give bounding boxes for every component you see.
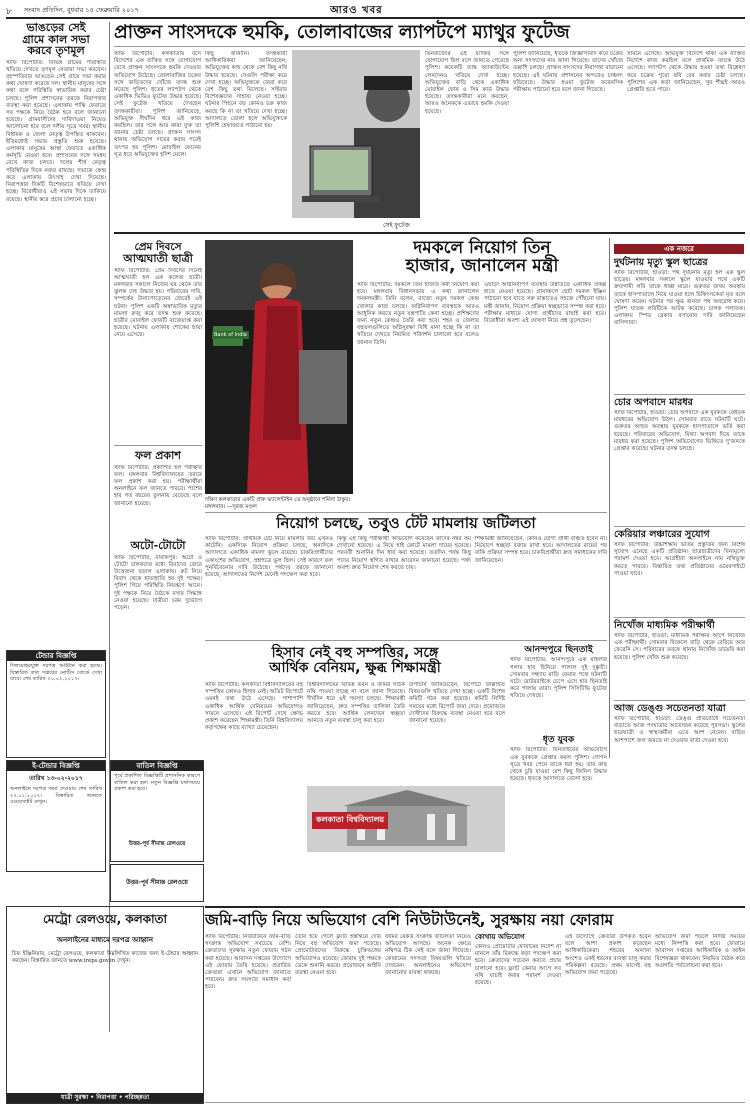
event-photo	[205, 240, 353, 494]
result-headline: ফল প্রকাশ	[135, 449, 181, 462]
newtown-body-col5: এই উদ্যোগে ক্রেতারা উপকৃত হবেন বলে আশা প্রকাশ করেছেন আধিকারিকেরা। শহরের অন্যান্য অংশেও একই ধরনের ব্যবস্থা চালু করার পরিকল্পনা রয়েছে। প্রথম মাসেই বহু অভিযোগ জমা পড়েছে।	[565, 934, 651, 977]
dengue-headline: আজ ডেঙ্গু সচেতনতা যাত্রা	[614, 703, 726, 714]
etender-ad-body: অনলাইনে দরপত্র জমা দেওয়ার শেষ তারিখ ২৭.০২.২০১৭। বিস্তারিত জানতে ওয়েবসাইট দেখুন।	[10, 786, 102, 805]
anandapur-body: স্টাফ রিপোর্টার: আনন্দপুরে এক মহিলার গলার হার ছিনিয়ে পালাল দুই দুষ্কৃতী। সোমবার সন্ধ্যায় বাড়ি ফেরার পথে ঘটনাটি ঘটে। মোটরবাইকে চেপে এসে হার ছিনতাই করে পালায় তারা। পুলিশ সিসিটিভি ফুটেজ খতিয়ে দেখছে।	[510, 657, 607, 700]
career-body: স্টাফ রিপোর্টার: উচ্চশিক্ষায় ভর্তির প্রস্তুতির জন্য বিশেষ সুযোগ এনেছে একটি প্রতিষ্ঠান। ছাত্রছাত্রীদের বিনামূল্যে পরামর্শ দেওয়া হবে। আগ্রহীরা অনলাইনে নাম নথিভুক্ত করতে পারবে। বিস্তারিত তথ্য প্রতিষ্ঠানের ওয়েবসাইটে পাওয়া যাবে।	[614, 541, 745, 577]
dengue-body: স্টাফ রিপোর্টার, হাওড়া: ডেঙ্গু প্রতিরোধে সচেতনতা বাড়াতে আজ পদযাত্রার আয়োজন করেছে পুরসভা। স্কুলের ছাত্রছাত্রী ও স্বাস্থ্যকর্মীরা এতে অংশ নেবেন। বাড়ির আশপাশে জল জমতে না দেওয়ার বার্তা দেওয়া হবে।	[614, 715, 745, 744]
page-bottom-rule	[205, 1102, 745, 1103]
arrest-body: স্টাফ রিপোর্টার: ছিনতাইয়ের অভিযোগে এক যুবককে গ্রেপ্তার করল পুলিশ। গোপন সূত্রে খবর পেয়ে তাকে ধরা হয়। তার কাছ থেকে চুরি যাওয়া বেশ কিছু জিনিস উদ্ধার হয়েছে। ধৃতকে আদালতে তোলা হবে।	[510, 747, 607, 783]
paper-date: সংবাদ প্রতিদিন, বুধবার ১৫ ফেব্রুয়ারি ২০১৭	[24, 6, 139, 14]
missing-headline: নিখোঁজ মাধ্যমিক পরীক্ষার্থী	[614, 620, 715, 631]
fire-jobs-headline-2: হাজার, জানালেন মন্ত্রী	[405, 255, 559, 276]
lead-photo-image	[292, 50, 420, 218]
accident-headline: দুর্ঘটনায় মৃত্যু স্কুল ছাত্রের	[614, 257, 708, 268]
arrest-story	[510, 736, 607, 857]
fire-jobs-body-col1: স্টাফ রিপোর্টার: দমকলে তিন হাজার কর্মী নিয়োগ করা হবে। মঙ্গলবার বিধানসভায় এ কথা জানালেন দমকলমন্ত্রী। তিনি বলেন, রাজ্যে নতুন দমকল কেন্দ্র খোলার কাজ চলছে। অগ্নিনির্বাপণ ব্যবস্থাকে আরও আধুনিক করতে নতুন যন্ত্রপাতি কেনা হচ্ছে। প্রশিক্ষণের জন্য নতুন কেন্দ্রও তৈরি করা হবে। শহর ও জেলার বহুতলগুলিতে অগ্নিসুরক্ষা বিধি মানা হচ্ছে কি না তা খতিয়ে দেখতে নিয়মিত পরিদর্শন চালানো হবে বলেও জানান তিনি।	[357, 282, 479, 346]
tet-top-rule	[205, 512, 607, 513]
newtown-subhead-text: কোথায় অভিযোগ	[475, 933, 525, 941]
lead-photo-caption: সেই ফুটেজ	[383, 222, 410, 229]
fire-jobs-headline-1: দমকলে নিয়োগ তিন	[413, 238, 551, 258]
fire-jobs-story	[357, 240, 607, 276]
missing-rule	[614, 700, 745, 701]
missing-body: স্টাফ রিপোর্টার, হাওড়া: মাধ্যমিক পরীক্ষার আগে নিখোঁজ এক পরীক্ষার্থী। সোমবার বিকেলে বাড়ি থেকে বেরিয়ে আর ফেরেনি সে। পরিবারের তরফে থানায় নিখোঁজ ডায়েরি করা হয়েছে। পুলিশ খোঁজ শুরু করেছে।	[614, 632, 745, 661]
newtown-body-col6: অভিযোগ জমা পড়লে নির্দিষ্ট সময়ের মধ্যে নিষ্পত্তি করা হবে। ফোরামে আবাসন দপ্তরের আধিকারিক ও আইন বিশেষজ্ঞরা থাকবেন। নিয়মিত বৈঠক করে অগ্রগতি পর্যালোচনা করা হবে।	[655, 934, 745, 969]
fire-jobs-body-col2: এছাড়া অগ্নিনির্বাপণ ব্যবস্থার উন্নতিতে একাধিক প্রকল্প হাতে নেওয়া হয়েছে। গ্রামাঞ্চলে ছোট দমকল ইঞ্জিন পাঠানো হবে যাতে সরু রাস্তাতেও সহজে পৌঁছনো যায়। মন্ত্রী জানান, নিয়োগ প্রক্রিয়া স্বচ্ছভাবে সম্পন্ন করা হবে। পরীক্ষার মাধ্যমে যোগ্য প্রার্থীদের বাছাই করা হবে। বিরোধীরা অবশ্য এই ঘোষণা নিয়ে প্রশ্ন তুলেছেন।	[484, 282, 606, 325]
valentine-body: স্টাফ রিপোর্টার: প্রেম দিবসের দিনেই আত্মঘাতী হল এক কলেজ ছাত্রী। মঙ্গলবার সকালে নিজের ঘর থেকে তার ঝুলন্ত দেহ উদ্ধার হয়। পরিবারের দাবি, সম্পর্কের টানাপোড়েনের জেরেই এই ঘটনা। পুলিশ একটি অস্বাভাবিক মৃত্যুর মামলা রুজু করে তদন্ত শুরু করেছে। ছাত্রীর মোবাইল ফোনটি বাজেয়াপ্ত করা হয়েছে। ঘটনায় এলাকায় শোকের ছায়া নেমে এসেছে।	[114, 267, 202, 339]
dengue-story	[614, 704, 745, 858]
side-top-body: স্টাফ রিপোর্টার: বিভিন্ন গ্রামের পরিস্থিতি খতিয়ে দেখতে তৃণমূল নেতারা সভা করবেন। বৃহস্পতিবার ভাঙড়ের সেই গ্রামে সভা করার কথা ঘোষণা করেছে দল। স্থানীয় মানুষের সঙ্গে কথা বলে পরিস্থিতি স্বাভাবিক করার চেষ্টা চলছে। পুলিশ প্রশাসনের তরফে নিরাপত্তার ব্যবস্থা করা হয়েছে। এলাকায় শান্তি ফেরাতে সব পক্ষকে নিয়ে বৈঠক হবে বলে জানানো হয়েছে। গ্রামবাসীদের দাবিদাওয়া নিয়েও আলোচনা হবে বলে দলীয় সূত্রে খবর। স্থানীয় বিধায়ক ও জেলা নেতৃত্ব উপস্থিত থাকবেন। ইতিমধ্যেই সভার প্রস্তুতি শুরু হয়েছে। এলাকার মানুষের আস্থা ফেরাতে একাধিক কর্মসূচি নেওয়া হবে। প্রশাসনের সঙ্গে সমন্বয় রেখে কাজ চলবে। দলের শীর্ষ নেতৃত্ব পরিস্থিতির দিকে নজর রাখছে। সভাকে কেন্দ্র করে এলাকায় উৎসাহ দেখা দিয়েছে। নিরাপত্তার দিকটি বিশেষভাবে খতিয়ে দেখা হচ্ছে। বিরোধীরাও এই সভার দিকে তাকিয়ে রয়েছে। স্থানীয় স্তরে প্রচার চালানো হচ্ছে।	[6, 59, 106, 203]
lead-body-col5: সামনে এসেছে। অভিযুক্ত বিদেশে থাকা এক ব্যক্তির নির্দেশে কাজ করছিল বলে প্রাথমিক তদন্তে উঠে এসেছে। ল্যাপটপ থেকে উদ্ধার হওয়া তথ্য বিশ্লেষণ করে চক্রের পুরো ছবি বের করার চেষ্টা চলছে। পুলিশের এক কর্তা জানিয়েছেন, খুব শীঘ্রই আরও গ্রেপ্তারি হতে পারে।	[627, 51, 745, 94]
newtown-top-rule	[205, 906, 745, 908]
bottom-label-box	[110, 864, 204, 902]
assets-headline-block	[205, 646, 505, 675]
etender-ad	[6, 760, 106, 872]
tender-ad-heading: টেন্ডার বিজ্ঞপ্তি	[7, 651, 105, 661]
notice-ad	[110, 760, 204, 862]
metro-rail-ad	[6, 906, 204, 1104]
auto-headline: অটো-টোটো	[130, 539, 186, 552]
tet-body-col2: কিন্তু এই কিছু পরীক্ষার্থী অভিযোগ করেছেন তাঁদের নম্বর কম দেখানো হয়েছে। এ নিয়ে হাই কোর্টে মামলা দায়ের হয়েছে। পরবর্তী শুনানির দিন ধার্য করা হয়েছে। ততদিন পর্যন্ত কিছু পদের নিয়োগ স্থগিত রাখার আবেদন জানানো হয়েছে। পর্ষদ অবশ্য দ্রুত নিয়োগ শেষ করতে চায়।	[337, 536, 471, 571]
lead-headline: প্রাক্তন সাংসদকে হুমকি, তোলাবাজের ল্যাপটপে ম্যাথুর ফুটেজ	[114, 22, 570, 43]
masthead-rule	[6, 17, 745, 19]
section-label: আরও খবর	[330, 5, 383, 16]
side-top-story	[6, 22, 106, 665]
auto-story	[114, 540, 202, 645]
anandapur-headline: আনন্দপুরে ছিনতাই	[524, 645, 593, 655]
newtown-body-col1: স্টাফ রিপোর্টার: নিউটাউনে জমি-বাড়ি সংক্রান্ত অভিযোগ সবচেয়ে বেশি। ক্রেতাদের সুরক্ষায় নতুন ফোরাম গঠন করা হয়েছে। আবাসন দপ্তরের উদ্যোগে এই ফোরাম তৈরি হয়েছে। প্রতারিত ক্রেতারা এখানে অভিযোগ জানাতে পারবেন। দ্রুত সমস্যার সমাধান করা হবে।	[205, 934, 291, 991]
assets-body-col2: বিশ্ববিদ্যালয়ের বিভিন্ন ভবন ও জমির সঠিক নথি পাওয়া যাচ্ছে না বলে জানা গিয়েছে। দীর্ঘদিন ধরে এই সমস্যা চলছে। শিক্ষামন্ত্রী জানিয়েছেন, দ্রুত সম্পত্তির তালিকা তৈরি করতে হবে। আর্থিক লেনদেনে স্বচ্ছতা আনতে নতুন ব্যবস্থা চালু করা হবে।	[307, 682, 405, 725]
side-top-headline-3: করবে তৃণমূল	[27, 44, 85, 58]
assets-headline-1: হিসাব নেই বহু সম্পত্তির, সঙ্গে	[271, 645, 439, 661]
side-top-headline-2: গ্রামে কাল সভা	[22, 32, 90, 46]
page-number: ৮	[6, 7, 12, 17]
auto-body: স্টাফ রিপোর্টার, বারাকপুর: অটো ও টোটো চালকদের মধ্যে বিবাদের জেরে উত্তেজনা ছড়াল এলাকায়। রুট নিয়ে বিবাদ থেকে হাতাহাতি হয় দুই পক্ষের। পুলিশ গিয়ে পরিস্থিতি নিয়ন্ত্রণে আনে। দুই পক্ষকে নিয়ে বৈঠকে বসার সিদ্ধান্ত নেওয়া হয়েছে। যাত্রীরা চরম দুর্ভোগে পড়েন।	[114, 554, 202, 611]
missing-story	[614, 621, 745, 695]
assets-top-rule	[205, 640, 607, 641]
anandapur-story	[510, 646, 607, 725]
bank-sign: Bank of India	[214, 332, 247, 338]
etender-ad-date: তারিখ ১৩-০২-২০১৭	[29, 775, 83, 782]
university-inset-label: কলকাতা বিশ্ববিদ্যালয়	[312, 812, 388, 829]
metro-rail-ad-subheading: অনলাইনের মাধ্যমে দরপত্র আহ্বান	[56, 936, 154, 944]
thief-body: স্টাফ রিপোর্টার, হাওড়া: চোর অপবাদে এক যুবককে বেধড়ক মারধরের অভিযোগ উঠল। সোমবার রাতে ঘটনাটি ঘটে। গুরুতর আহত অবস্থায় যুবককে হাসপাতালে ভর্তি করা হয়েছে। পরিবারের অভিযোগ, মিথ্যা অপবাদ দিয়ে তাকে মারধর করা হয়েছে। পুলিশ অভিযোগের ভিত্তিতে দু'জনকে গ্রেপ্তার করেছে। ঘটনার তদন্ত চলছে।	[614, 409, 745, 452]
result-story	[114, 450, 202, 540]
event-photo-caption-text: দক্ষিণ কলকাতার একটি প্রাক ভ্যালেন্টাইন ডে অনুষ্ঠানে শর্মিলা ঠাকুর। মঙ্গলবার।	[205, 497, 351, 510]
bottom-label: উত্তর-পূর্ব সীমান্ত রেলওয়ে	[126, 879, 188, 886]
thief-rule	[614, 526, 745, 527]
newtown-body-col3: জমির রেকর্ড সংক্রান্ত জটিলতা নিয়েও অভিযোগ আসছে। অনেক ক্ষেত্রে নথিপত্র ঠিক নেই বলে জানা গিয়েছে। ফোরামের সদস্যরা বিষয়গুলি খতিয়ে দেখবেন। অনলাইনেও অভিযোগ জানানোর ব্যবস্থা থাকছে।	[385, 934, 471, 977]
assets-headline-2: আর্থিক বেনিয়ম, ক্ষুব্ধ শিক্ষামন্ত্রী	[269, 659, 441, 676]
metro-rail-ad-heading: মেট্রো রেলওয়ে, কলকাতা	[42, 912, 168, 926]
lead-headline-rule	[114, 46, 745, 47]
etender-ad-heading: ই-টেন্ডার বিজ্ঞপ্তি	[7, 761, 105, 771]
lead-body-col3: ভিনরাজ্যের এই ব্যক্তির সঙ্গে যোগাযোগ ছিল বলে জানতে পেরেছে পুলিশ। কয়েকটি ব্যাঙ্ক অ্যাকাউন্টের লেনদেনও খতিয়ে দেখা হচ্ছে। অভিযুক্তের বাড়ি থেকে একাধিক মোবাইল ফোন ও সিম কার্ড উদ্ধার হয়েছে। তদন্তকারীরা মনে করছেন, আরও অনেককে এভাবে হুমকি দেওয়া হয়েছে।	[425, 51, 509, 115]
tender-ad	[6, 650, 106, 758]
lead-body-col2: কিছু জানানি। তদন্তকারী আধিকারিকরা জানিয়েছেন, অভিযুক্তের কাছ থেকে বেশ কিছু নথি উদ্ধার হয়েছে। সেগুলি পরীক্ষা করে দেখা হচ্ছে। অভিযুক্তকে জেরা করে বেশ কিছু তথ্য মিলেছে। সাইবার বিশেষজ্ঞদের সাহায্য নেওয়া হচ্ছে। ঘটনার পিছনে বড় কোনও চক্র কাজ করছে কি না তা খতিয়ে দেখা হচ্ছে। আদালতে তোলা হলে অভিযুক্তকে পুলিশি হেফাজতে পাঠানো হয়।	[205, 51, 287, 130]
tender-ad-body: সিলমোহরযুক্ত দরপত্র আহ্বান করা হচ্ছে। বিস্তারিত তথ্য দপ্তরের নোটিস বোর্ডে দেখা যাবে। শেষ তারিখ ২০.০২.২০১৭।	[10, 663, 102, 682]
accident-body: স্টাফ রিপোর্টার, হাওড়া: পথ দুর্ঘটনায় মৃত্যু হল এক স্কুল ছাত্রের। মঙ্গলবার সকালে স্কুলে যাওয়ার পথে একটি দ্রুতগামী লরি তাকে ধাক্কা মারে। গুরুতর জখম অবস্থায় তাকে হাসপাতালে নিয়ে যাওয়া হলে চিকিৎসকেরা মৃত বলে ঘোষণা করেন। ঘটনার পর ক্ষুব্ধ জনতা পথ অবরোধ করে। পুলিশ ঘাতক লরিটিকে আটক করেছে। চালক পলাতক। এলাকায় স্পিড ব্রেকার বসানোর দাবি জানিয়েছেন বাসিন্দারা।	[614, 269, 745, 327]
metro-rail-ad-footer: যাত্রী সুরক্ষা • নিরাপত্তা • পরিচ্ছন্নতা	[7, 1093, 203, 1103]
event-photo-credit: —সুরজ মণ্ডল	[226, 504, 257, 510]
valentine-rule	[114, 445, 202, 446]
assets-body-col3: উপাচার্য জানিয়েছেন, রিপোর্টে উল্লিখিত বিষয়গুলি খতিয়ে দেখা হচ্ছে। একটি বিশেষ কমিটি গঠন করা হয়েছে। কমিটি নির্দিষ্ট সময়ের মধ্যে রিপোর্ট জমা দেবে। প্রয়োজনে দোষীদের বিরুদ্ধে ব্যবস্থা নেওয়া হবে বলে জানানো হয়েছে।	[409, 682, 505, 725]
metro-rail-ad-body: চিফ ইঞ্জিনিয়ার, মেট্রো রেলওয়ে, কলকাতা নিম্নলিখিত কাজের জন্য ই-টেন্ডার আহ্বান করছেন। বিস্তারিত জানতে www.ireps.gov.in দেখুন।	[12, 951, 198, 964]
event-photo-image	[205, 240, 353, 494]
tet-headline: নিয়োগ চলছে, তবুও টেট মামলায় জটিলতা	[276, 514, 536, 532]
career-story	[614, 530, 745, 612]
event-photo-caption	[205, 497, 353, 511]
notice-ad-footer: উত্তর-পূর্ব সীমান্ত রেলওয়ে	[128, 841, 186, 847]
thief-headline: চোর অপবাদে মারধর	[614, 397, 693, 408]
notice-ad-body: পূর্বে প্রকাশিত বিজ্ঞপ্তিটি প্রশাসনিক কারণে বাতিল করা হল। নতুন বিজ্ঞপ্তি যথাসময়ে প্রকাশ করা হবে।	[114, 773, 200, 792]
valentine-story	[114, 242, 202, 438]
tet-body-col1: স্টাফ রিপোর্টার: প্রাথমিক টেট নিয়ে মামলার জট এখনও কাটেনি। একদিকে নিয়োগ প্রক্রিয়া চলছে, অন্যদিকে আদালতে একাধিক মামলা ঝুলে রয়েছে। চাকরিপ্রার্থীদের একাংশের অভিযোগ, প্রশ্নপত্রে ভুল ছিল। সেই কারণে ফল পুনর্বিবেচনার দাবি উঠেছে। পর্ষদের তরফে জানানো হয়েছে, আদালতের নির্দেশ মেনেই পদক্ষেপ করা হবে।	[205, 536, 333, 579]
career-headline: কেরিয়ার লঞ্চারের সুযোগ	[614, 529, 710, 540]
thief-story	[614, 398, 745, 520]
lead-body-col4: পুলিশ জানিয়েছে, ধৃতকে জিজ্ঞাসাবাদ করে চক্রের অন্য সদস্যদের নাম জানা গিয়েছে। তাদের খোঁজে তল্লাশি চলছে। প্রাক্তন সাংসদের নিরাপত্তা বাড়ানো হয়েছে। এই ঘটনায় প্রশাসনের অন্দরেও চাঞ্চল্য ছড়িয়েছে। উদ্ধার হওয়া ফুটেজ ফরেনসিক পরীক্ষায় পাঠানো হবে বলে জানা গিয়েছে।	[513, 51, 623, 94]
notice-ad-heading: বাতিল বিজ্ঞপ্তি	[111, 761, 203, 771]
result-body: স্টাফ রিপোর্টার: প্রকাশিত হল পরীক্ষার ফল। মঙ্গলবার বিশ্ববিদ্যালয়ের তরফে ফল প্রকাশ করা হয়। পরীক্ষার্থীরা অনলাইনে ফল জানতে পারবে। পাশের হার গত বছরের তুলনায় বেড়েছে বলে জানানো হয়েছে।	[114, 464, 202, 507]
valentine-headline-1: প্রেম দিবসে	[134, 241, 182, 253]
lead-photo	[292, 50, 420, 218]
side-top-headline-1: ভাঙড়ের সেই	[26, 21, 86, 34]
assets-body-col1: স্টাফ রিপোর্টার: কলকাতা বিশ্ববিদ্যালয়ের বহু সম্পত্তির কোনও হিসাব নেই। অডিট রিপোর্টে এমনই তথ্য উঠে এসেছে। পাশাপাশি একাধিক আর্থিক বেনিয়মের অভিযোগও সামনে এসেছে। এই রিপোর্ট দেখে ক্ষোভ প্রকাশ করেছেন শিক্ষামন্ত্রী। তিনি বিশ্ববিদ্যালয় কর্তৃপক্ষের কাছে ব্যাখ্যা চেয়েছেন।	[205, 682, 303, 732]
newtown-body-col4: কোনও প্রোমোটার ফোরামের নির্দেশ না মানলে তাঁর বিরুদ্ধে কড়া পদক্ষেপ করা হবে। ক্রেতাদের সচেতন করতে প্রচার চালানো হবে। ফ্ল্যাট কেনার আগে সব নথি যাচাই করার পরামর্শ দেওয়া হয়েছে।	[475, 944, 561, 987]
newtown-headline: জমি-বাড়ি নিয়ে অভিযোগ বেশি নিউটাউনেই, সুরক্ষায় নয়া ফোরাম	[205, 911, 614, 929]
valentine-headline-2: আত্মঘাতী ছাত্রী	[123, 252, 193, 266]
accident-rule	[614, 394, 745, 395]
career-rule	[614, 617, 745, 618]
ek-najare-tag: এক নজরে	[614, 244, 744, 254]
newtown-subhead	[475, 934, 561, 941]
accident-story	[614, 258, 745, 388]
tet-body-col3: শিক্ষামন্ত্রী জানিয়েছেন, কোনও যোগ্য প্রার্থী বঞ্চিত হবেন না। নিয়োগে স্বচ্ছতা বজায় রাখা হবে। আদালতের রায়ের পর বাকি প্রক্রিয়া সম্পন্ন হবে। চাকরিপ্রার্থীরা দ্রুত সমাধানের দাবি জানিয়েছেন।	[475, 536, 607, 564]
arrest-headline: ধৃত যুবক	[542, 735, 575, 745]
lead-bottom-rule	[114, 232, 745, 234]
newtown-body-col2: তৈরি হয়ে গেলে ফ্ল্যাট হস্তান্তরে দেরি নিয়ে বহু অভিযোগ জমা পড়েছে। প্রোমোটারদের বিরুদ্ধে চুক্তিভঙ্গের অভিযোগও রয়েছে। ফোরাম দুই পক্ষকে ডেকে শুনানি করবে। প্রয়োজনে আইনি ব্যবস্থা নেওয়া হবে।	[295, 934, 381, 977]
right-column-divider	[609, 238, 610, 758]
lead-body-col1: স্টাফ রিপোর্টার: কলকাতায় বসে বিদেশের এক ব্যক্তির সঙ্গে যোগাযোগ রেখে প্রাক্তন সাংসদকে হুমকি দেওয়ার অভিযোগ উঠেছে। তোলাবাজির চক্রের সঙ্গে জড়িতদের খোঁজে তদন্ত শুরু করেছে পুলিশ। ধৃতের ল্যাপটপ থেকে একাধিক ভিডিও ফুটেজ উদ্ধার হয়েছে। সেই ফুটেজ খতিয়ে দেখছেন তদন্তকারীরা। পুলিশ জানিয়েছে, অভিযুক্ত দীর্ঘদিন ধরে এই কাজ করছিল। তার সঙ্গে আর কারা যুক্ত তা জানার চেষ্টা চলছে। প্রাক্তন সাংসদ থানায় অভিযোগ দায়ের করার পরেই তৎপর হয় পুলিশ। মোবাইল ফোনের সূত্র ধরে অভিযুক্তের হদিশ মেলে।	[114, 51, 201, 158]
